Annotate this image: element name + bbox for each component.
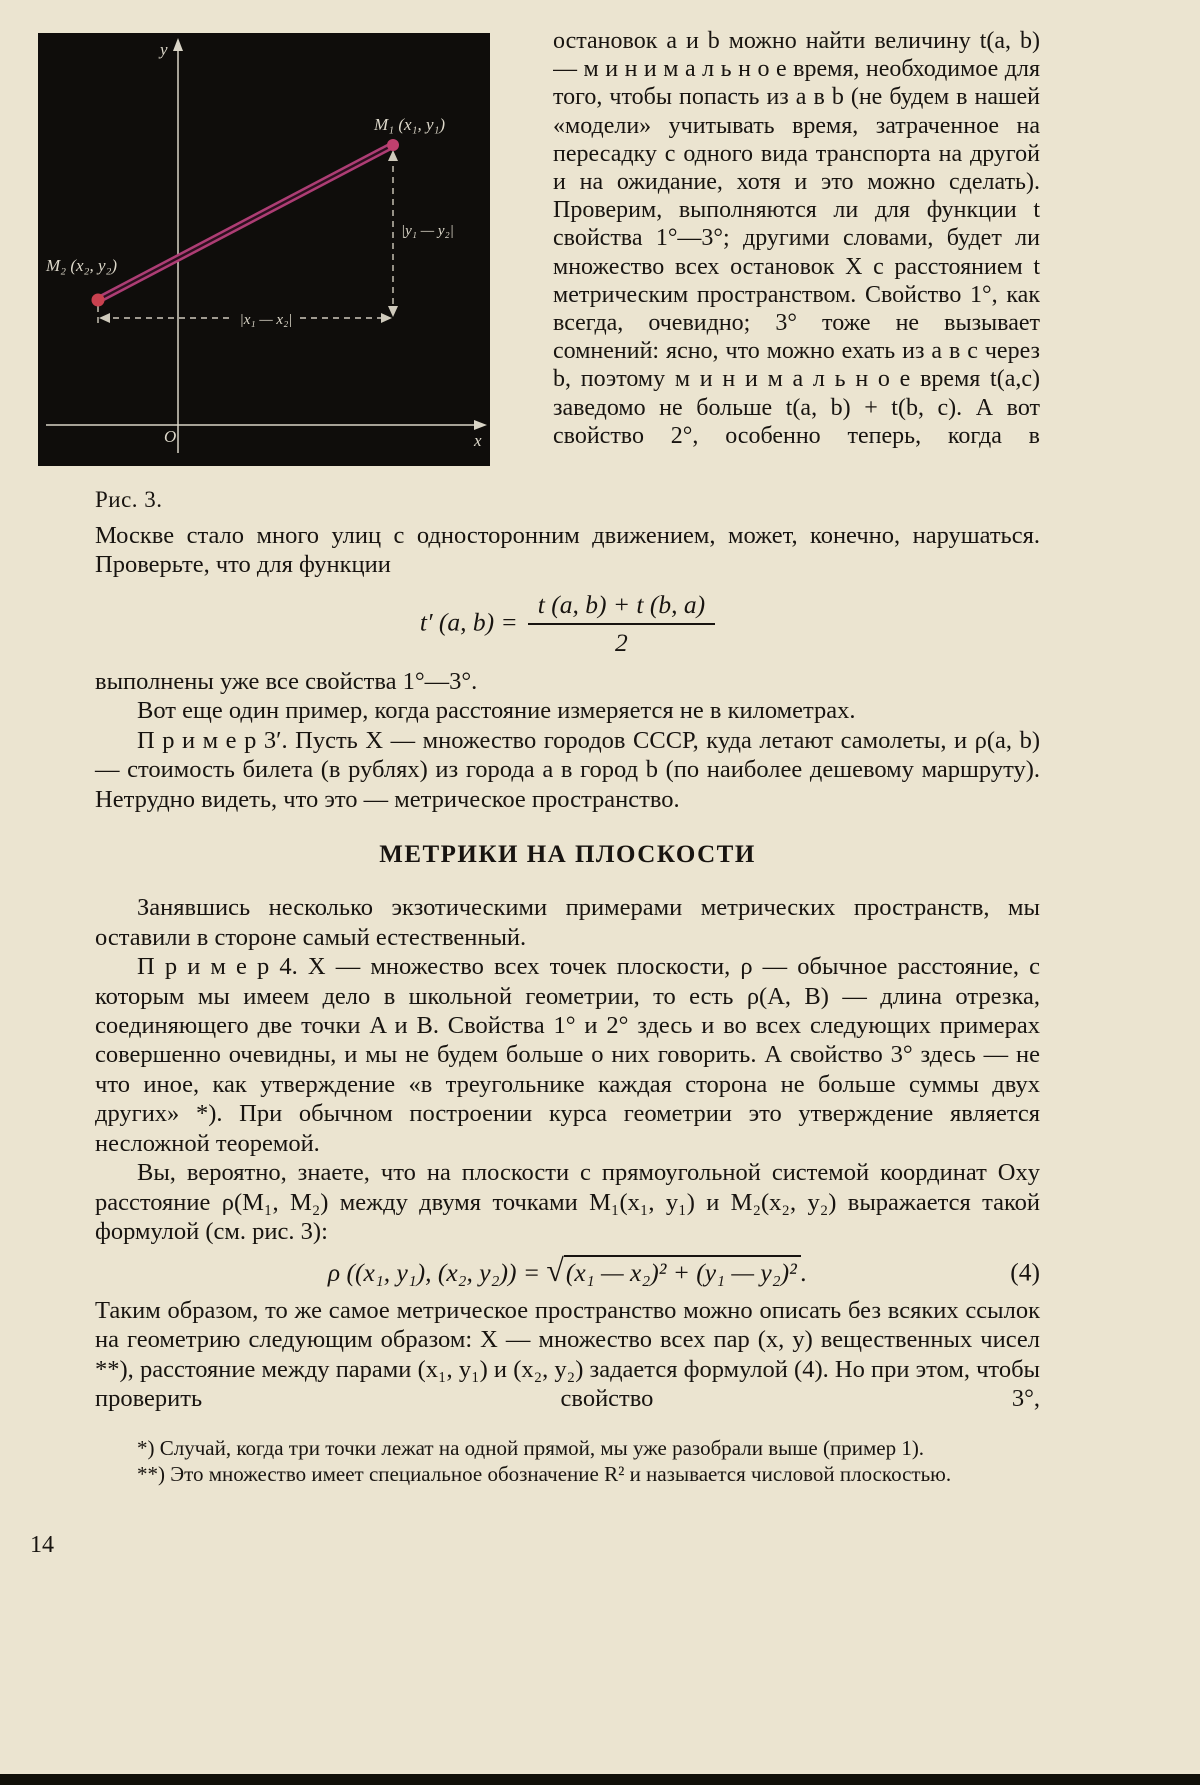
paragraph: Москве стало много улиц с односторонним движением, может, конечно, нарушаться. Проверьте, что для функции	[95, 522, 1040, 579]
origin-label: O	[164, 427, 177, 446]
main-text-block	[95, 521, 1040, 1487]
page-number: 14	[30, 1532, 54, 1558]
figure-3-block	[38, 33, 490, 513]
x-axis-label: x	[474, 431, 482, 450]
footnote: **) Это множество имеет специальное обозначение R² и называется числовой плоскостью.	[137, 1462, 952, 1487]
m2-point-label: M₂ (x₂, y₂)	[46, 256, 118, 275]
scan-edge-strip	[0, 1774, 1200, 1785]
formula-lhs: ρ ((x₁, y₁), (x₂, y₂)) =	[327, 1258, 547, 1288]
paragraph: Вы, вероятно, знаете, что на плоскости с прямоугольной системой координат Oxy расстояние ρ(M₁, M₂) между двумя точками M₁(x₁, y₁) и M₂(x₂, y₂) выражается такой формулой (см. рис. 3):	[95, 1159, 1040, 1245]
formula-tail: .	[800, 1258, 808, 1288]
footnotes-block	[95, 1435, 1040, 1487]
figure-caption: Рис. 3.	[95, 487, 163, 512]
paragraph: выполнены уже все свойства 1°—3°.	[95, 668, 478, 695]
point-m2	[92, 294, 105, 307]
point-m1	[387, 139, 399, 151]
paragraph: П р и м е р 3′. Пусть X — множество городов СССР, куда летают самолеты, и ρ(a, b) — стоимость билета (в рублях) из города a в город b (по наиболее дешевому маршруту). Нетрудно видеть, что это — метрическое пространство.	[95, 726, 1040, 813]
paragraph: Занявшись несколько экзотическими примерами метрических пространств, мы оставили в стороне самый естественный.	[95, 894, 1040, 951]
footnote: *) Случай, когда три точки лежат на одной прямой, мы уже разобрали выше (пример 1).	[137, 1436, 925, 1461]
formula-lhs: t′ (a, b) =	[419, 607, 518, 637]
radical-sign: √	[546, 1253, 564, 1289]
right-column-text: остановок a и b можно найти величину t(a, b) — м и н и м а л ь н о е время, необходимое для того, чтобы попасть из a в b (не будем в нашей «модели» учитывать время, затраченное на пересадку с одного вида транспорта на другой и на ожидание, хотя и это можно сделать). Проверим, выполняются ли для функции t свойства 1°—3°; другими словами, будет ли множество всех остановок X с расстоянием t метрическим пространством. Свойство 1°, как всегда, очевидно; 3° тоже не вызывает сомнений: ясно, что можно ехать из a в c через b, поэтому м и н и м а л ь н о е время t(a,c) заведомо не больше t(a, b) + t(b, c). А вот свойство 2°, особенно теперь, когда в	[553, 28, 1040, 449]
formula-t-prime	[95, 590, 1040, 659]
equation-number: (4)	[1010, 1257, 1040, 1287]
paragraph: П р и м е р 4. X — множество всех точек плоскости, ρ — обычное расстояние, с которым мы имеем дело в школьной геометрии, то есть ρ(A, B) — длина отрезка, соединяющего две точки A и B. Свойства 1° и 2° здесь и во всех следующих примерах совершенно очевидны, и мы не будем больше о них говорить. А свойство 3° здесь — не что иное, как утверждение «в треугольнике каждая сторона не больше суммы двух других» *). При обычном построении курса геометрии это утверждение является несложной теоремой.	[95, 953, 1040, 1157]
paragraph: Вот еще один пример, когда расстояние измеряется не в километрах.	[137, 697, 856, 725]
fraction	[528, 590, 715, 659]
dy-measure-label: |y₁ — y₂|	[401, 223, 454, 239]
formula-distance	[95, 1253, 1040, 1289]
fraction-numerator: t (a, b) + t (b, a)	[528, 590, 715, 626]
m1-point-label: M₁ (x₁, y₁)	[374, 115, 446, 134]
fraction-denominator: 2	[615, 628, 628, 658]
paragraph: Таким образом, то же самое метрическое пространство можно описать без всяких ссылок на геометрию следующим образом: X — множество всех пар (x, y) вещественных чисел **), расстояние между парами (x₁, y₁) и (x₂, y₂) задается формулой (4). Но при этом, чтобы проверить свойство 3°,	[95, 1296, 1040, 1412]
y-axis-label: y	[160, 40, 168, 59]
section-heading: МЕТРИКИ НА ПЛОСКОСТИ	[379, 841, 756, 869]
dx-measure-label: |x₁ — x₂|	[239, 312, 293, 328]
radicand: (x₁ — x₂)² + (y₁ — y₂)²	[564, 1255, 801, 1287]
figure-background	[38, 33, 490, 466]
figure-3-plot	[38, 33, 490, 466]
